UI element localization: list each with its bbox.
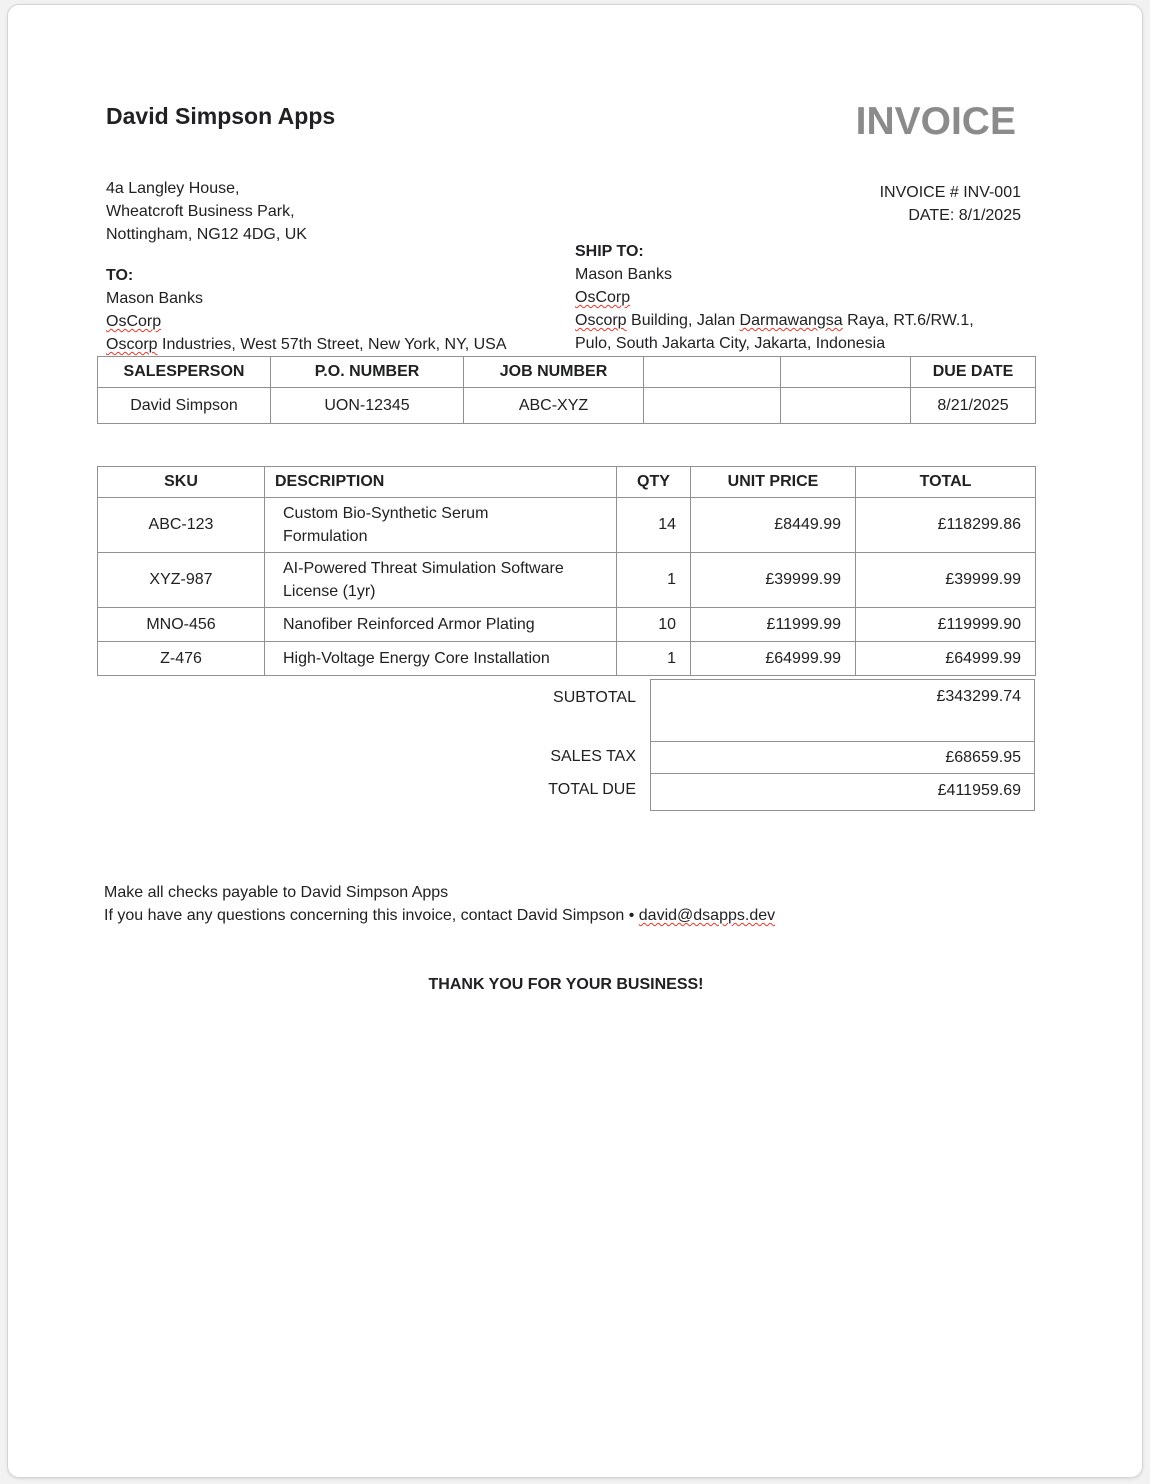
due-date-value: 8/21/2025 xyxy=(911,388,1036,424)
item-qty: 10 xyxy=(617,608,691,642)
items-header-row xyxy=(98,467,1036,498)
header-salesperson: SALESPERSON xyxy=(98,357,271,388)
order-info-table xyxy=(97,356,1036,424)
company-name: David Simpson Apps xyxy=(106,103,336,129)
header-total: TOTAL xyxy=(856,467,1036,498)
item-unit-price: £64999.99 xyxy=(691,642,856,676)
contact-email: david@dsapps.dev xyxy=(638,907,776,924)
ship-to-heading: SHIP TO: xyxy=(575,243,644,260)
table-row xyxy=(98,553,1036,608)
item-sku: ABC-123 xyxy=(98,498,265,553)
item-description: Custom Bio-Synthetic Serum Formulation xyxy=(265,498,617,553)
item-description: High-Voltage Energy Core Installation xyxy=(265,642,617,676)
misspelled-word: OsCorp xyxy=(106,313,162,330)
item-total: £64999.99 xyxy=(856,642,1036,676)
po-number-value: UON-12345 xyxy=(271,388,464,424)
sales-tax-label: SALES TAX xyxy=(550,748,636,765)
footer-notes xyxy=(104,881,1035,927)
subtotal-row xyxy=(97,679,1035,742)
item-total: £118299.86 xyxy=(856,498,1036,553)
table-row xyxy=(98,642,1036,676)
header-qty: QTY xyxy=(617,467,691,498)
misspelled-word: Oscorp xyxy=(575,312,627,329)
item-qty: 1 xyxy=(617,642,691,676)
bill-to-name: Mason Banks xyxy=(106,290,203,307)
ship-to-address-line1: Oscorp Building, Jalan Darmawangsa Raya, RT.6/RW.1, xyxy=(575,312,974,329)
table-row xyxy=(98,608,1036,642)
bill-to-address: Oscorp Industries, West 57th Street, New York, NY, USA xyxy=(106,336,507,353)
company-address xyxy=(106,177,307,246)
total-due-row xyxy=(97,773,1035,811)
misspelled-word: Darmawangsa xyxy=(739,312,843,329)
job-number-value: ABC-XYZ xyxy=(464,388,644,424)
total-due-value: £411959.69 xyxy=(650,773,1035,811)
checks-payable-line: Make all checks payable to David Simpson Apps xyxy=(104,884,449,901)
item-sku: XYZ-987 xyxy=(98,553,265,608)
salesperson-value: David Simpson xyxy=(98,388,271,424)
item-sku: MNO-456 xyxy=(98,608,265,642)
item-sku: Z-476 xyxy=(98,642,265,676)
item-description: Nanofiber Reinforced Armor Plating xyxy=(265,608,617,642)
misspelled-word: Oscorp xyxy=(106,336,158,353)
sales-tax-value: £68659.95 xyxy=(650,741,1035,774)
company-address-line: Wheatcroft Business Park, xyxy=(106,203,295,220)
empty-cell xyxy=(781,388,911,424)
ship-to-name: Mason Banks xyxy=(575,266,672,283)
header-empty xyxy=(781,357,911,388)
bill-to-block xyxy=(106,264,506,356)
document-title: INVOICE xyxy=(855,100,1016,143)
ship-to-block xyxy=(575,240,974,355)
questions-line: If you have any questions concerning this invoice, contact David Simpson • david@dsapps.dev xyxy=(104,907,776,924)
invoice-meta xyxy=(880,181,1021,227)
header-job-number: JOB NUMBER xyxy=(464,357,644,388)
invoice-content xyxy=(97,5,1035,994)
ship-to-company xyxy=(575,286,974,309)
invoice-number: INVOICE # INV-001 xyxy=(879,184,1021,201)
thank-you-message: THANK YOU FOR YOUR BUSINESS! xyxy=(428,976,704,993)
ship-to-address-line2: Pulo, South Jakarta City, Jakarta, Indonesia xyxy=(575,335,886,352)
table-row xyxy=(98,498,1036,553)
invoice-page xyxy=(7,4,1143,1478)
order-info-value-row xyxy=(98,388,1036,424)
company-address-line: Nottingham, NG12 4DG, UK xyxy=(106,226,307,243)
subtotal-label: SUBTOTAL xyxy=(553,689,636,706)
header-description: DESCRIPTION xyxy=(265,467,617,498)
item-qty: 1 xyxy=(617,553,691,608)
invoice-date: DATE: 8/1/2025 xyxy=(908,207,1021,224)
item-unit-price: £39999.99 xyxy=(691,553,856,608)
bill-to-heading: TO: xyxy=(106,267,134,284)
invoice-header-section xyxy=(97,5,1035,356)
header-due-date: DUE DATE xyxy=(911,357,1036,388)
item-total: £39999.99 xyxy=(856,553,1036,608)
company-address-line: 4a Langley House, xyxy=(106,180,240,197)
order-info-header-row xyxy=(98,357,1036,388)
header-unit-price: UNIT PRICE xyxy=(691,467,856,498)
sales-tax-row xyxy=(97,741,1035,774)
header-sku: SKU xyxy=(98,467,265,498)
header-po-number: P.O. NUMBER xyxy=(271,357,464,388)
item-unit-price: £11999.99 xyxy=(691,608,856,642)
item-unit-price: £8449.99 xyxy=(691,498,856,553)
item-total: £119999.90 xyxy=(856,608,1036,642)
item-qty: 14 xyxy=(617,498,691,553)
total-due-label: TOTAL DUE xyxy=(548,781,636,798)
totals-section xyxy=(97,679,1035,811)
line-items-table xyxy=(97,466,1036,676)
item-description: AI-Powered Threat Simulation Software License (1yr) xyxy=(265,553,617,608)
empty-cell xyxy=(644,388,781,424)
misspelled-word: OsCorp xyxy=(575,289,631,306)
bill-to-company xyxy=(106,310,506,333)
subtotal-value: £343299.74 xyxy=(650,679,1035,742)
header-empty xyxy=(644,357,781,388)
